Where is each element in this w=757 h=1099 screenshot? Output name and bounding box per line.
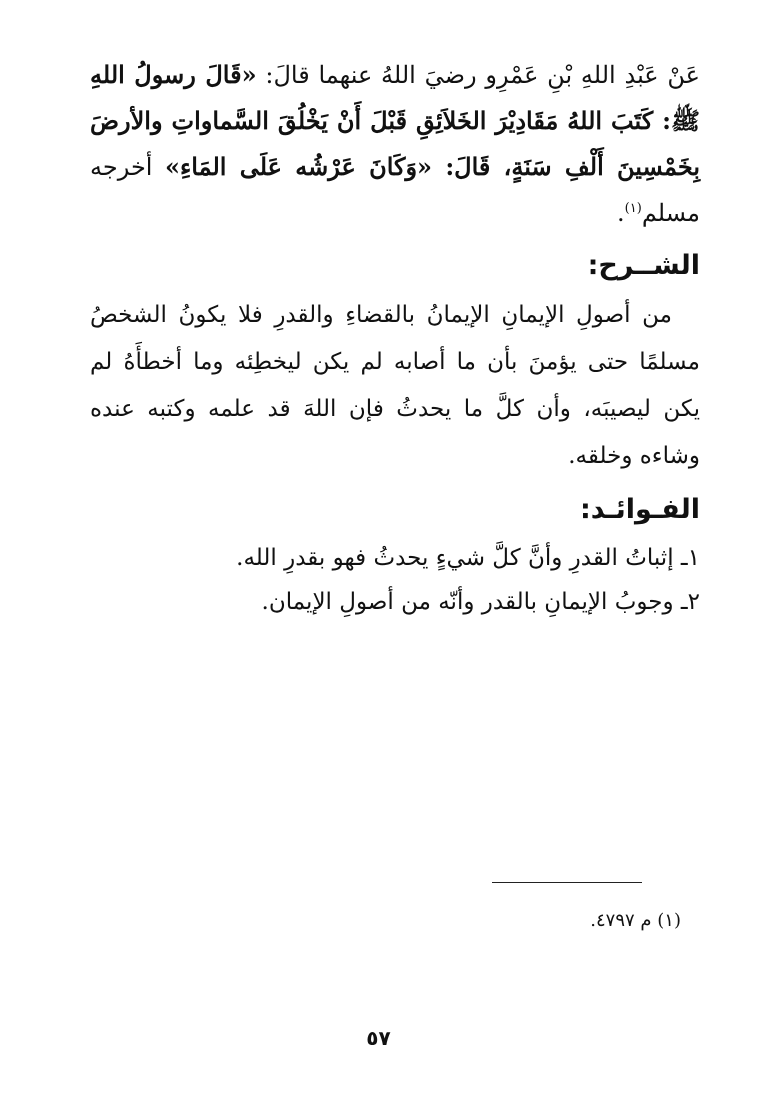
hadith-quote: «قَالَ رسولُ اللهِ ﷺ: كَتَبَ اللهُ مَقَادِيْرَ الخَلاَئِقِ قَبْلَ أَنْ يَخْلُقَ السَّماواتِ والأرضَ بِخَمْسِينَ أَلْفِ سَنَةٍ، قَالَ: «وَكَانَ عَرْشُه عَلَى المَاءِ» bbox=[90, 60, 700, 181]
explanation-text: من أصولِ الإيمانِ الإيمانُ بالقضاءِ والقدرِ فلا يكونُ الشخصُ مسلمًا حتى يؤمنَ بأن ما أصابه لم يكن ليخطِئه وما أخطأَهُ لم يكن ليصيبَه، وأن كلَّ ما يحدثُ فإن اللهَ قد علمه وكتبه عنده وشاءه وخلقه. bbox=[90, 302, 700, 469]
hadith-source: أخرجه مسلم bbox=[90, 153, 700, 227]
benefit-item: ١ـ إثباتُ القدرِ وأنَّ كلَّ شيءٍ يحدثُ فهو بقدرِ الله. bbox=[236, 545, 700, 571]
footnote-divider bbox=[492, 882, 642, 883]
hadith-text bbox=[90, 52, 700, 236]
hadith-intro: عَنْ عَبْدِ اللهِ بْنِ عَمْرِو رضيَ اللهُ عنهما قالَ: bbox=[256, 61, 700, 89]
benefit-item: ٢ـ وجوبُ الإيمانِ بالقدر وأنّه من أصولِ الإيمان. bbox=[261, 589, 700, 615]
benefits-heading: الفـوائـد: bbox=[580, 494, 700, 525]
footnote-reference: (١) bbox=[624, 201, 642, 216]
hadith-end: . bbox=[617, 199, 625, 227]
page-body bbox=[90, 52, 700, 624]
explanation-heading: الشــرح: bbox=[587, 250, 700, 281]
footnote: (١) م ٤٧٩٧. bbox=[590, 910, 681, 931]
page-number: ٥٧ bbox=[366, 1026, 391, 1050]
